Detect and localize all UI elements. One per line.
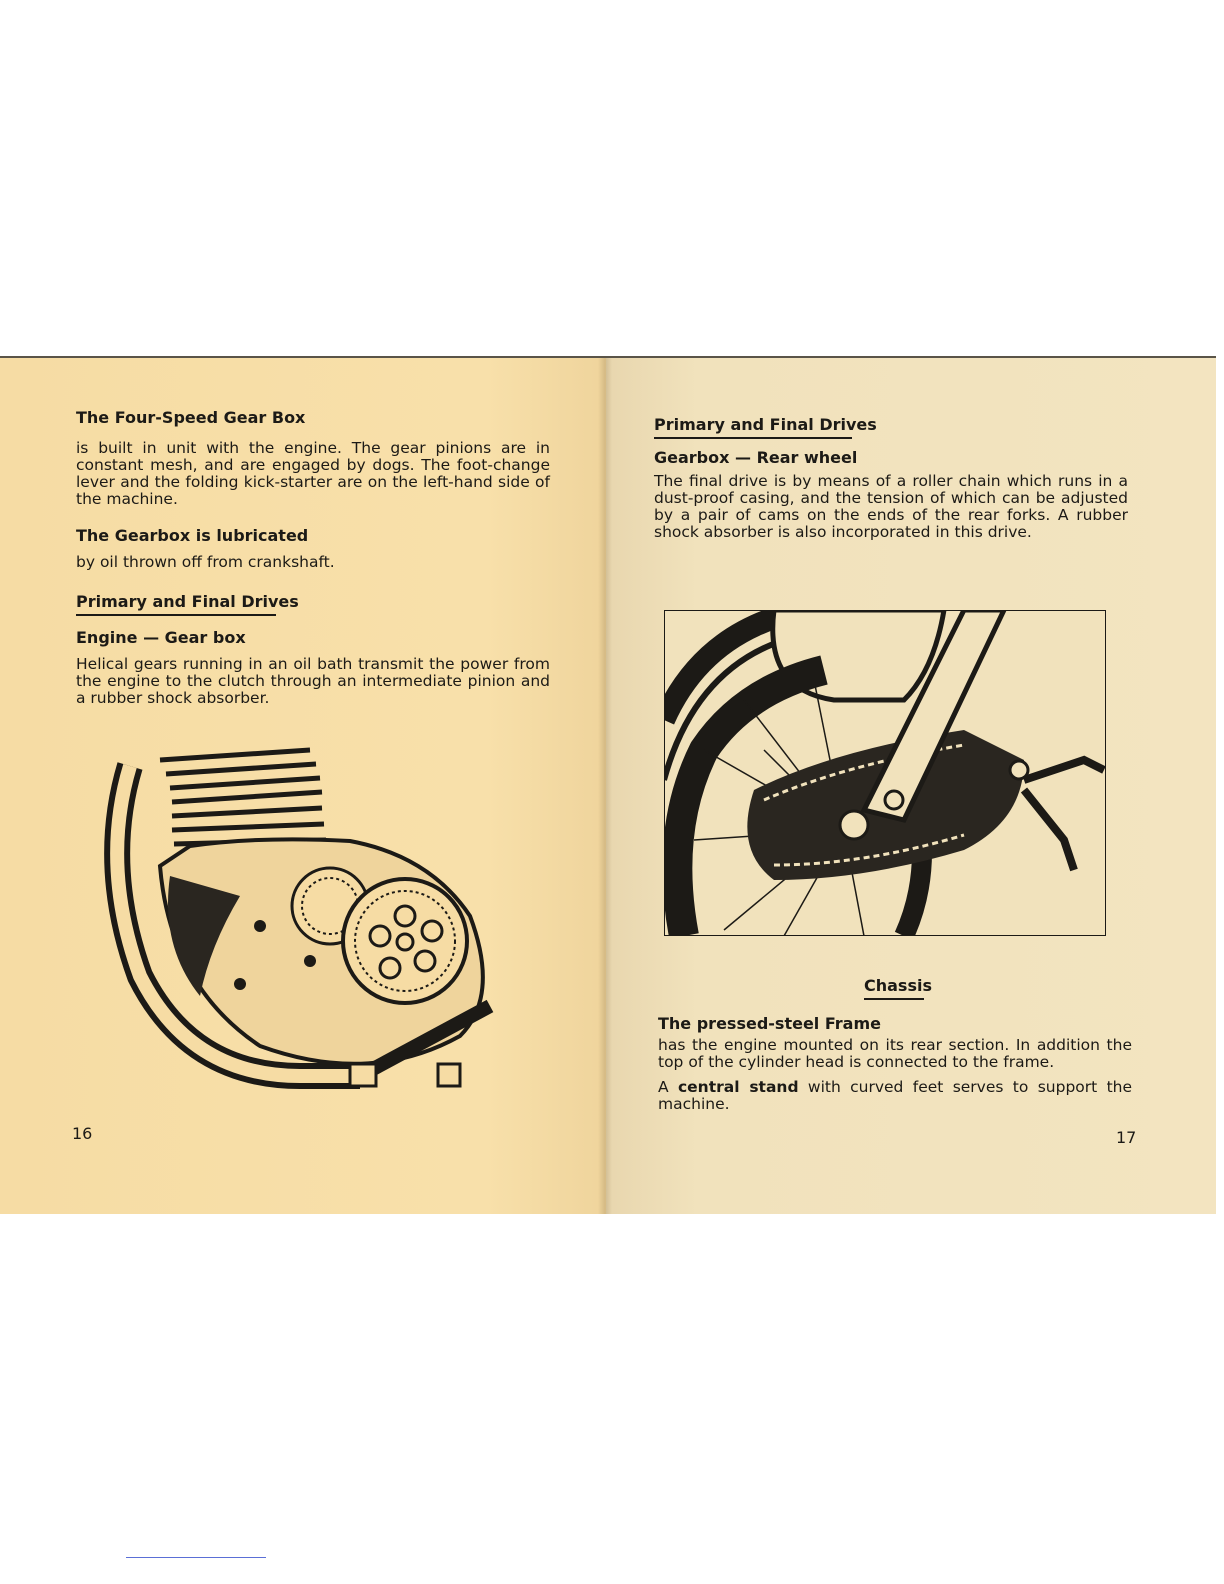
stray-underline xyxy=(126,1557,266,1558)
primary-final-drives-heading-right: Primary and Final Drives xyxy=(654,415,852,439)
pressed-steel-frame-heading: The pressed-steel Frame xyxy=(658,1014,881,1033)
central-stand-suffix: with curved feet serves to support the machine. xyxy=(658,1078,1133,1113)
left-page xyxy=(0,358,606,1214)
pressed-steel-frame-text: has the engine mounted on its rear section. In addition the top of the cylinder head is connected to the frame. xyxy=(658,1036,1132,1071)
right-page xyxy=(606,358,1216,1214)
engine-gearbox-text: Helical gears running in an oil bath transmit the power from the engine to the clutch through an intermediate pinion and a rubber shock absorber. xyxy=(76,655,550,707)
engine-gearbox-subheading: Engine — Gear box xyxy=(76,628,246,647)
gearbox-rear-wheel-text: The final drive is by means of a roller chain which runs in a dust-proof casing, and the tension of which can be adjusted by a pair of cams on the ends of the rear forks. A rubber shock absorber is also incorporated in this drive. xyxy=(654,472,1128,541)
engine-gearbox-illustration xyxy=(100,746,500,1096)
rear-wheel-chain-illustration xyxy=(664,610,1106,936)
book-spread xyxy=(0,356,1216,1214)
book-gutter xyxy=(598,358,612,1214)
primary-final-drives-heading: Primary and Final Drives xyxy=(76,592,276,616)
central-stand-bold: central stand xyxy=(677,1078,799,1096)
four-speed-gearbox-text: is built in unit with the engine. The gear pinions are in constant mesh, and are engaged by dogs. The foot-change lever and the folding kick-starter are on the left-hand side of the machine. xyxy=(76,439,550,508)
gearbox-lubricated-heading: The Gearbox is lubricated xyxy=(76,526,309,545)
page-number-right: 17 xyxy=(1116,1128,1137,1147)
page-number-left: 16 xyxy=(72,1124,93,1143)
chassis-heading: Chassis xyxy=(864,976,924,1000)
central-stand-prefix: A xyxy=(658,1078,678,1096)
gearbox-lubricated-text: by oil thrown off from crankshaft. xyxy=(76,553,335,571)
central-stand-text xyxy=(658,1079,1132,1113)
four-speed-gearbox-heading: The Four-Speed Gear Box xyxy=(76,408,306,427)
gearbox-rear-wheel-subheading: Gearbox — Rear wheel xyxy=(654,448,858,467)
